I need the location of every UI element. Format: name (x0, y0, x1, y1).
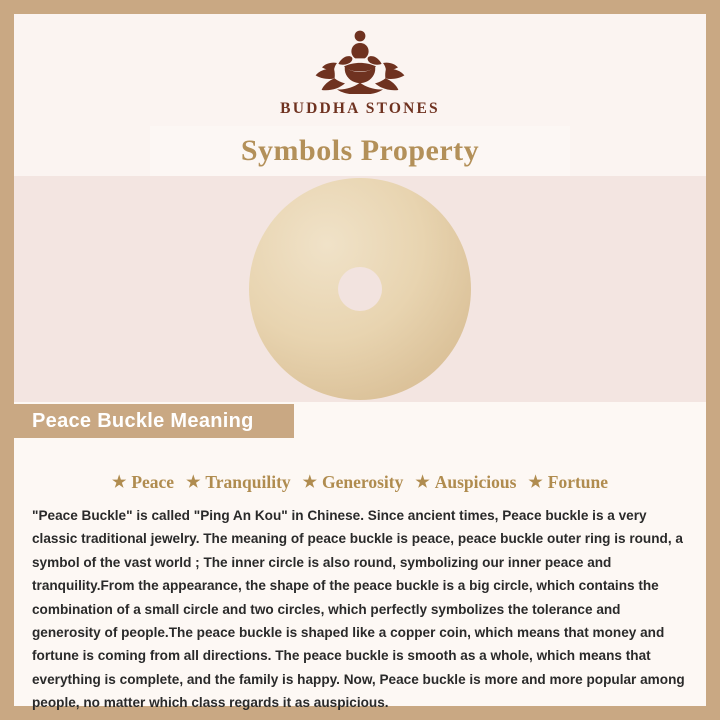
keyword-list (14, 472, 706, 493)
frame-edge-top (0, 0, 706, 14)
keyword-label: Auspicious (434, 472, 517, 492)
page-title: Symbols Property (240, 134, 480, 167)
brand-logo-block (0, 22, 720, 118)
keyword-item (415, 472, 516, 493)
page-title-box (150, 126, 570, 176)
star-icon: ★ (186, 473, 201, 491)
section-ribbon-label: Peace Buckle Meaning (32, 409, 254, 432)
keyword-label: Generosity (322, 472, 404, 492)
lotus-meditation-icon (276, 22, 444, 94)
body-paragraph: "Peace Buckle" is called "Ping An Kou" in Chinese. Since ancient times, Peace buckle is a very classic traditional jewelry. The meaning of peace buckle is peace, peace buckle outer ring is round, a symbol of the vast world ; The inner circle is also round, symbolizing our inner peace and tranquility.From the appearance, the shape of the peace buckle is a big circle, which contains the combination of a small circle and two circles, which perfectly symbolizes the tolerance and generosity of people.The peace buckle is shaped like a copper coin, which means that money and fortune is coming from all directions. The peace buckle is smooth as a whole, which means that everything is complete, and the family is happy. Now, Peace buckle is more and more popular among people, no matter which class regards it as auspicious. (32, 508, 685, 710)
keyword-item (186, 472, 291, 493)
keyword-label: Peace (131, 472, 175, 492)
illustration-area (0, 176, 720, 402)
peace-buckle-disc-image (249, 178, 471, 400)
brand-name: BUDDHA STONES (280, 100, 440, 117)
peace-buckle-disc-hole (338, 267, 382, 311)
star-icon: ★ (111, 473, 127, 491)
star-icon: ★ (528, 473, 543, 491)
keyword-item (303, 472, 404, 493)
section-ribbon (14, 404, 294, 438)
star-icon: ★ (415, 473, 430, 491)
star-icon: ★ (302, 473, 318, 491)
keyword-label: Tranquility (205, 472, 291, 492)
keyword-label: Fortune (547, 472, 609, 492)
keyword-item (112, 472, 174, 493)
keyword-item (528, 472, 608, 493)
